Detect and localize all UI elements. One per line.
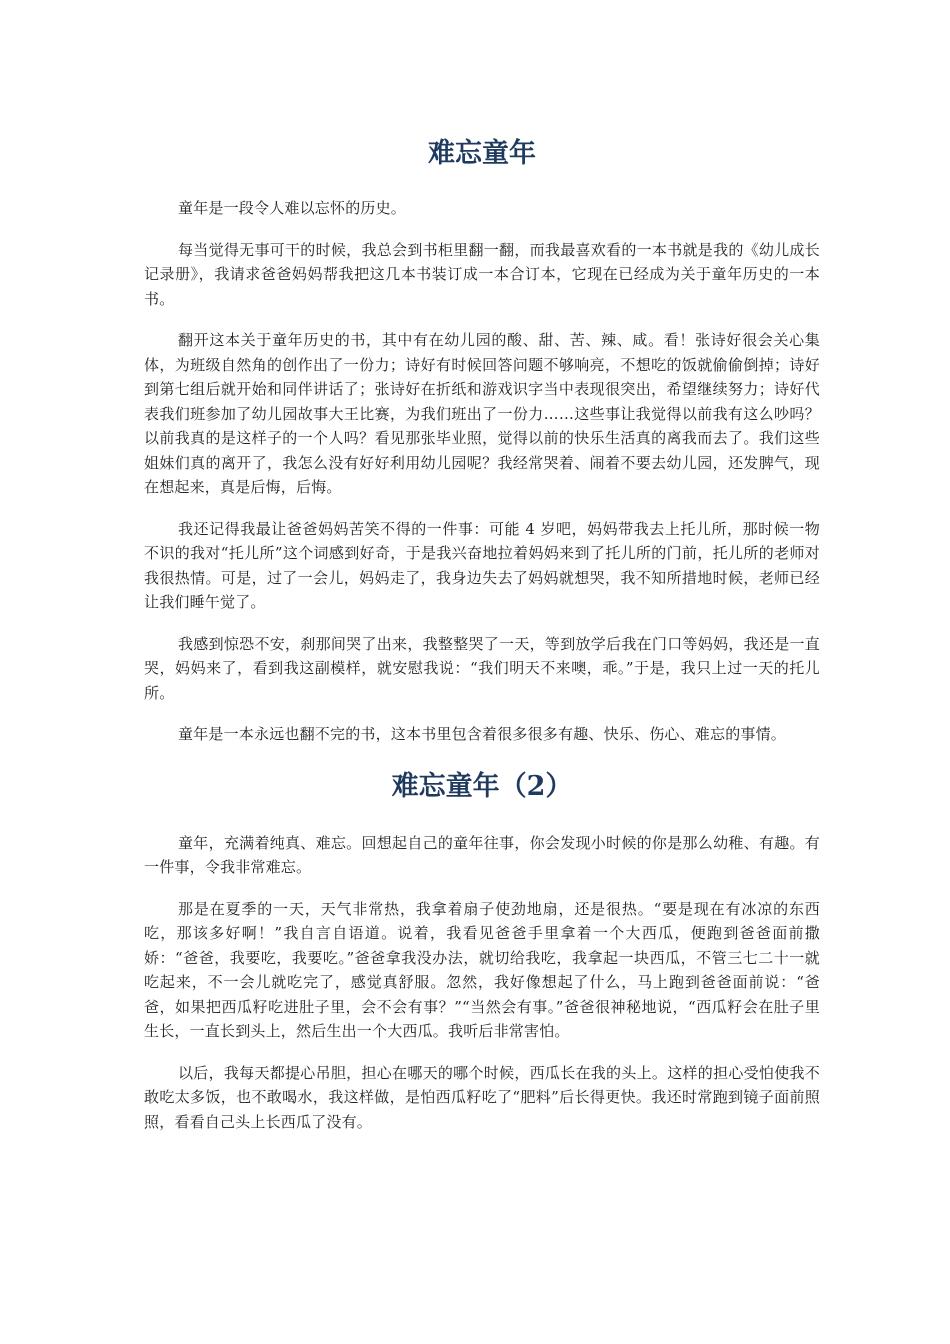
section-2-paragraph-3: 以后，我每天都提心吊胆，担心在哪天的哪个时候，西瓜长在我的头上。这样的担心受怕使我不敢吃太多饭，也不敢喝水，我这样做，是怕西瓜籽吃了“肥料”后长得更快。我还时常跑到镜子面前照照，看看自己头上长西瓜了没有。 [144, 1063, 820, 1131]
section-1-paragraph-1: 童年是一段令人难以忘怀的历史。 [178, 199, 407, 217]
section-1-paragraph-5: 我感到惊恐不安，刹那间哭了出来，我整整哭了一天，等到放学后我在门口等妈妈，我还是一直哭，妈妈来了，看到我这副模样，就安慰我说：“我们明天不来噢，乖。”于是，我只上过一天的托儿所。 [144, 634, 820, 702]
document-page [144, 120, 820, 1151]
section-1-paragraph-6: 童年是一本永远也翻不完的书，这本书里包含着很多很多有趣、快乐、伤心、难忘的事情。 [178, 725, 787, 743]
section-1-paragraph-3: 翻开这本关于童年历史的书，其中有在幼儿园的酸、甜、苦、辣、咸。看！张诗好很会关心集体，为班级自然角的创作出了一份力；诗好有时候回答问题不够响亮，不想吃的饭就偷偷倒掉；诗好到第七组后就开始和同伴讲话了；张诗好在折纸和游戏识字当中表现很突出，希望继续努力；诗好代表我们班参加了幼儿园故事大王比赛，为我们班出了一份力……这些事让我觉得以前我有这么吵吗？以前我真的是这样子的一个人吗？看见那张毕业照，觉得以前的快乐生活真的离我而去了。我们这些姐妹们真的离开了，我怎么没有好好利用幼儿园呢？我经常哭着、闹着不要去幼儿园，还发脾气，现在想起来，真是后悔，后悔。 [144, 331, 820, 496]
section-1-paragraph-4: 我还记得我最让爸爸妈妈苦笑不得的一件事：可能 4 岁吧，妈妈带我去上托儿所，那时候一物不识的我对“托儿所”这个词感到好奇，于是我兴奋地拉着妈妈来到了托儿所的门前，托儿所的老师对我很热情。可是，过了一会儿，妈妈走了，我身边失去了妈妈就想哭，我不知所措地时候，老师已经让我们睡午觉了。 [144, 519, 820, 611]
section-1-paragraph-2: 每当觉得无事可干的时候，我总会到书柜里翻一翻，而我最喜欢看的一本书就是我的《幼儿成长记录册》，我请求爸爸妈妈帮我把这几本书装订成一本合订本，它现在已经成为关于童年历史的一本书。 [144, 240, 820, 308]
section-2-title: 难忘童年（2） [391, 770, 573, 802]
section-2-paragraph-1: 童年，充满着纯真、难忘。回想起自己的童年往事，你会发现小时候的你是那么幼稚、有趣。有一件事，令我非常难忘。 [144, 833, 820, 876]
section-1-title: 难忘童年 [428, 138, 536, 169]
section-2-paragraph-2: 那是在夏季的一天，天气非常热，我拿着扇子使劲地扇，还是很热。“要是现在有冰凉的东西吃，那该多好啊！”我自言自语道。说着，我看见爸爸手里拿着一个大西瓜，便跑到爸爸面前撒娇：“爸爸，我要吃，我要吃。”爸爸拿我没办法，就切给我吃，我拿起一块西瓜，不管三七二十一就吃起来，不一会儿就吃完了，感觉真舒服。忽然，我好像想起了什么，马上跑到爸爸面前说：“爸爸，如果把西瓜籽吃进肚子里，会不会有事？”“当然会有事。”爸爸很神秘地说，“西瓜籽会在肚子里生长，一直长到头上，然后生出一个大西瓜。我听后非常害怕。 [144, 899, 820, 1040]
